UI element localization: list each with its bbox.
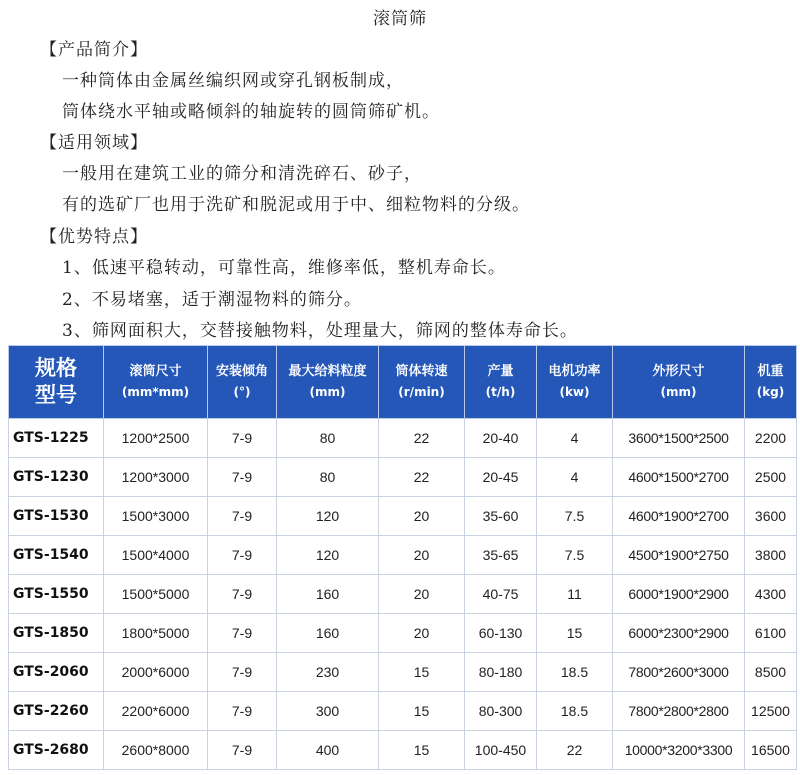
table-cell: 2200 [745,419,797,458]
table-cell: 1200*2500 [104,419,208,458]
applications-line-2: 有的选矿厂也用于洗矿和脱泥或用于中、细粒物料的分级。 [62,195,530,215]
applications-line-1: 一般用在建筑工业的筛分和清洗碎石、砂子， [62,164,422,184]
table-cell: 7-9 [208,653,277,692]
column-header [379,346,465,419]
table-cell: 18.5 [537,653,613,692]
table-cell: 4 [537,458,613,497]
table-row [9,731,797,770]
table-row [9,692,797,731]
table-cell: 6000*2300*2900 [613,614,745,653]
table-cell: 2200*6000 [104,692,208,731]
table-cell: 80-300 [465,692,537,731]
intro-line-1: 一种筒体由金属丝编织网或穿孔钢板制成， [62,71,404,91]
column-header [537,346,613,419]
table-cell: 20 [379,614,465,653]
advantage-line-2: 2、不易堵塞，适于潮湿物料的筛分。 [62,290,362,310]
table-cell: 1500*4000 [104,536,208,575]
table-cell: 3800 [745,536,797,575]
table-cell: 11 [537,575,613,614]
model-cell: GTS-1530 [9,497,104,536]
table-cell: 15 [379,692,465,731]
table-cell: 12500 [745,692,797,731]
table-cell: 60-130 [465,614,537,653]
table-cell: 1500*3000 [104,497,208,536]
table-cell: 20 [379,536,465,575]
column-header-label: 滚筒尺寸 [129,364,182,379]
model-cell: GTS-1850 [9,614,104,653]
column-header-label: 筒体转速 [395,364,448,379]
table-row [9,458,797,497]
table-cell: 7-9 [208,497,277,536]
page-title: 滚筒筛 [373,9,427,29]
table-cell: 22 [379,458,465,497]
column-header [104,346,208,419]
column-header-unit: (t/h) [485,385,516,399]
table-cell: 120 [277,497,379,536]
model-cell: GTS-1550 [9,575,104,614]
model-cell: GTS-1225 [9,419,104,458]
column-header-unit: (mm*mm) [121,385,190,399]
model-cell: GTS-1230 [9,458,104,497]
table-cell: 120 [277,536,379,575]
advantage-line-1: 1、低速平稳转动，可靠性高，维修率低，整机寿命长。 [62,258,506,278]
table-cell: 1200*3000 [104,458,208,497]
table-cell: 35-65 [465,536,537,575]
table-cell: 16500 [745,731,797,770]
table-cell: 4 [537,419,613,458]
section-heading-applications: 【适用领域】 [40,133,148,153]
table-row [9,536,797,575]
table-cell: 2600*8000 [104,731,208,770]
table-cell: 160 [277,614,379,653]
model-cell: GTS-2260 [9,692,104,731]
table-cell: 6000*1900*2900 [613,575,745,614]
column-header-label: 电机功率 [548,364,601,379]
column-header-label: 产量 [487,364,514,379]
table-cell: 1500*5000 [104,575,208,614]
table-cell: 4500*1900*2750 [613,536,745,575]
column-header-unit: (mm) [660,385,697,399]
column-header [613,346,745,419]
table-cell: 22 [537,731,613,770]
model-cell: GTS-2060 [9,653,104,692]
column-header-label: 规格 [35,356,77,380]
table-row [9,419,797,458]
table-cell: 6100 [745,614,797,653]
table-cell: 7.5 [537,497,613,536]
table-cell: 80 [277,419,379,458]
column-header-unit: (°) [233,385,251,399]
table-cell: 80 [277,458,379,497]
column-header-unit: (kg) [756,385,785,399]
column-header [745,346,797,419]
table-cell: 7.5 [537,536,613,575]
column-header-unit: (r/min) [398,385,445,399]
table-cell: 7800*2800*2800 [613,692,745,731]
table-cell: 20 [379,575,465,614]
model-cell: GTS-2680 [9,731,104,770]
table-cell: 7-9 [208,536,277,575]
advantage-line-3: 3、筛网面积大，交替接触物料，处理量大，筛网的整体寿命长。 [62,321,578,341]
table-cell: 3600 [745,497,797,536]
table-header-row [9,346,797,419]
table-cell: 4300 [745,575,797,614]
table-cell: 160 [277,575,379,614]
table-row [9,614,797,653]
table-cell: 7800*2600*3000 [613,653,745,692]
column-header-unit: (kw) [559,385,590,399]
table-cell: 3600*1500*2500 [613,419,745,458]
table-cell: 7-9 [208,731,277,770]
table-cell: 20-40 [465,419,537,458]
table-row [9,575,797,614]
section-heading-advantages: 【优势特点】 [40,227,148,247]
table-cell: 15 [379,653,465,692]
table-cell: 300 [277,692,379,731]
table-cell: 7-9 [208,575,277,614]
table-cell: 15 [379,731,465,770]
column-header [208,346,277,419]
column-header-label: 外形尺寸 [652,364,705,379]
column-header-label: 机重 [757,364,784,379]
table-cell: 7-9 [208,692,277,731]
column-header-label: 最大给料粒度 [288,364,367,379]
column-header [465,346,537,419]
table-cell: 40-75 [465,575,537,614]
table-cell: 7-9 [208,458,277,497]
column-header-unit: 型号 [35,383,77,407]
table-cell: 7-9 [208,614,277,653]
table-cell: 35-60 [465,497,537,536]
table-cell: 15 [537,614,613,653]
table-row [9,653,797,692]
column-header-model [9,346,104,419]
table-cell: 8500 [745,653,797,692]
table-row [9,497,797,536]
table-cell: 400 [277,731,379,770]
table-cell: 20-45 [465,458,537,497]
table-cell: 4600*1900*2700 [613,497,745,536]
table-cell: 4600*1500*2700 [613,458,745,497]
table-cell: 1800*5000 [104,614,208,653]
table-cell: 18.5 [537,692,613,731]
table-cell: 100-450 [465,731,537,770]
column-header-label: 安装倾角 [215,364,268,379]
table-cell: 22 [379,419,465,458]
table-cell: 7-9 [208,419,277,458]
table-cell: 230 [277,653,379,692]
table-cell: 20 [379,497,465,536]
column-header [277,346,379,419]
column-header-unit: (mm) [309,385,346,399]
table-cell: 2000*6000 [104,653,208,692]
section-heading-intro: 【产品简介】 [40,40,148,60]
table-cell: 80-180 [465,653,537,692]
table-cell: 10000*3200*3300 [613,731,745,770]
intro-line-2: 筒体绕水平轴或略倾斜的轴旋转的圆筒筛矿机。 [62,102,440,122]
spec-table [8,345,797,770]
table-cell: 2500 [745,458,797,497]
table-body [9,419,797,770]
model-cell: GTS-1540 [9,536,104,575]
